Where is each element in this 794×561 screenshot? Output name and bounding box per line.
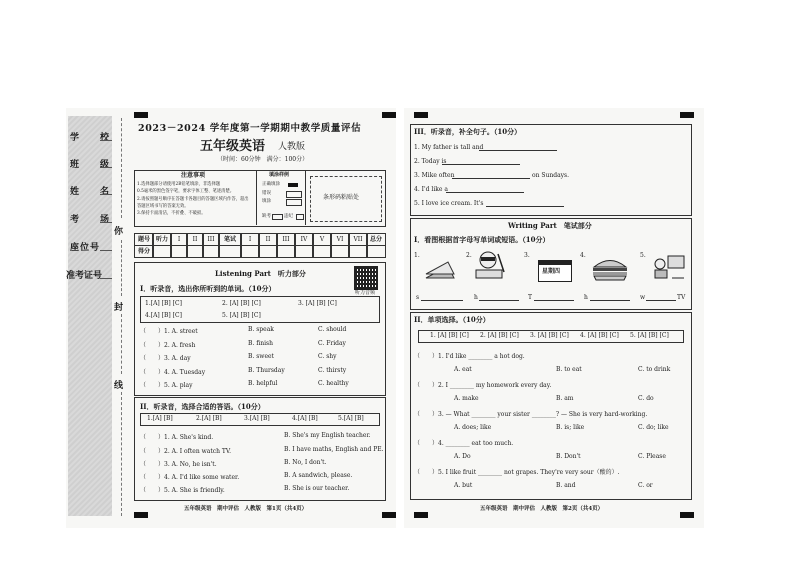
registration-mark — [382, 512, 396, 518]
answer-choice[interactable]: 1.[A] [B] — [147, 415, 173, 422]
fill-sentence: 5. I love ice cream. It's — [414, 200, 484, 207]
option-a: A. make — [454, 395, 479, 402]
picture-number: 5. — [640, 252, 646, 259]
score-input[interactable] — [218, 245, 242, 258]
answer-choice[interactable]: 4.[A] [B] — [292, 415, 318, 422]
option-b: B. A sandwich, please. — [284, 472, 353, 479]
notice-line: 答题区域书写的答案无效。 — [137, 204, 189, 209]
option-b: B. I have maths, English and PE. — [284, 446, 384, 453]
answer-choice[interactable]: 2. [A] [B] [C] — [222, 300, 261, 307]
tv-label: TV — [677, 294, 686, 301]
option-a: A. Do — [454, 453, 471, 460]
option-a: A. but — [454, 482, 473, 489]
name-field-label: 姓 名 — [70, 187, 116, 197]
score-cell: I — [170, 233, 188, 246]
answer-choice[interactable]: 1.[A] [B] [C] — [145, 300, 182, 307]
option-b: B. am — [556, 395, 574, 402]
first-letter: h — [474, 294, 478, 301]
calendar-header — [539, 261, 571, 265]
watching-tv-icon — [652, 252, 686, 282]
seat-number-field[interactable] — [100, 250, 112, 251]
score-input[interactable] — [276, 245, 296, 258]
score-cell: II — [186, 233, 204, 246]
qr-code-icon[interactable] — [354, 266, 378, 290]
picture-number: 3. — [524, 252, 530, 259]
school-field-label: 学 校 — [70, 133, 116, 143]
binding-dash-line — [121, 240, 122, 296]
listening-s2-title: II．听录音，选择合适的答语。（10分） — [140, 402, 265, 411]
answer-choice[interactable]: 4. [A] [B] [C] — [580, 332, 619, 339]
calendar-icon — [538, 260, 572, 282]
answer-choice[interactable]: 5. [A] [B] [C] — [222, 312, 261, 319]
score-cell: 得分 — [134, 245, 154, 258]
question-item: （ ）1. A. She's kind. — [140, 434, 214, 441]
binding-strip — [68, 116, 112, 516]
score-input[interactable] — [348, 245, 368, 258]
answer-choice[interactable]: 3.[A] [B] — [244, 415, 270, 422]
writing-title: Writing Part 笔试部分 — [508, 221, 592, 230]
option-b: B. speak — [248, 326, 274, 333]
class-field-label: 班 级 — [70, 160, 116, 170]
score-cell: III — [202, 233, 220, 246]
exam-number-field-label: 准考证号 — [66, 271, 103, 281]
fill-sentence: 4. I'd like a — [414, 186, 448, 193]
registration-mark — [414, 512, 428, 518]
wrong-fill-label: 错误 — [262, 191, 271, 196]
question-item: （ ）4. A. I'd like some water. — [140, 474, 240, 481]
sandwich-icon — [424, 260, 458, 282]
first-letter: h — [584, 294, 588, 301]
binding-dash-line — [121, 392, 122, 516]
option-b: B. Don't — [556, 453, 581, 460]
qr-label: 听力音频 — [355, 290, 376, 296]
score-cell: VI — [330, 233, 350, 246]
option-b: B. helpful — [248, 380, 278, 387]
answer-choice[interactable]: 2. [A] [B] [C] — [480, 332, 519, 339]
question-item: （ ）4. ________ eat too much. — [414, 440, 514, 447]
notice-line: 1.选择题部分请使用2B铅笔填涂，非选择题 — [137, 182, 221, 187]
notice-divider — [305, 171, 306, 225]
subject-title: 五年级英语 — [200, 139, 266, 154]
score-cell: 总分 — [366, 233, 386, 246]
hardworking-boy-icon — [474, 250, 506, 282]
option-a: A. does; like — [454, 424, 492, 431]
absent-box[interactable] — [272, 214, 283, 220]
option-b: B. to eat — [556, 366, 582, 373]
score-cell: III — [276, 233, 296, 246]
question-item: （ ）1. A. street — [140, 328, 198, 335]
score-cell: II — [258, 233, 278, 246]
option-c: C. do — [638, 395, 654, 402]
answer-blank[interactable] — [442, 164, 520, 165]
option-b: B. finish — [248, 340, 273, 347]
picture-number: 1. — [414, 252, 420, 259]
registration-mark — [680, 512, 694, 518]
fill-sentence: on Sundays. — [532, 172, 570, 179]
page-footer: 五年级英语 期中评估 人教版 第2页（共4页） — [480, 506, 604, 512]
listening-title: Listening Part 听力部分 — [215, 269, 306, 278]
hamburger-icon — [590, 256, 630, 282]
exam-number-field[interactable] — [100, 278, 112, 279]
option-c: C. should — [318, 326, 347, 333]
first-letter: w — [640, 294, 646, 301]
answer-blank[interactable] — [590, 300, 630, 301]
wrong-fill-label: 填涂 — [262, 199, 271, 204]
score-cell: 笔试 — [218, 233, 242, 246]
option-c: C. do; like — [638, 424, 669, 431]
answer-choice[interactable]: 3. [A] [B] [C] — [530, 332, 569, 339]
score-cell: IV — [294, 233, 314, 246]
option-b: B. sweet — [248, 353, 274, 360]
score-input[interactable] — [330, 245, 350, 258]
registration-mark — [134, 112, 148, 118]
score-input[interactable] — [294, 245, 314, 258]
question-item: （ ）5. A. play — [140, 382, 193, 389]
score-cell: I — [240, 233, 260, 246]
option-b: B. She's my English teacher. — [284, 432, 371, 439]
binding-dash-line — [121, 314, 122, 374]
answer-choice[interactable]: 4.[A] [B] [C] — [145, 312, 182, 319]
answer-blank[interactable] — [446, 192, 524, 193]
first-letter: T — [528, 294, 533, 301]
option-b: B. No, I don't. — [284, 459, 327, 466]
score-cell: V — [312, 233, 332, 246]
exam-room-field-label: 考 场 — [70, 215, 116, 225]
picture-number: 4. — [580, 252, 586, 259]
score-input[interactable] — [152, 245, 172, 258]
option-c: C. healthy — [318, 380, 349, 387]
option-b: B. and — [556, 482, 576, 489]
violation-box[interactable] — [296, 214, 304, 220]
answer-choice[interactable]: 1. [A] [B] [C] — [430, 332, 469, 339]
calendar-text: 星期四 — [542, 268, 561, 275]
question-item: （ ）4. A. Tuesday — [140, 369, 206, 376]
option-c: C. Please — [638, 453, 666, 460]
seat-number-field-label: 座位号 — [70, 243, 101, 253]
score-input[interactable] — [312, 245, 332, 258]
answer-blank[interactable] — [479, 300, 519, 301]
option-c: C. Friday — [318, 340, 346, 347]
notice-line: 0.5毫米的黑色签字笔，要求字体工整、笔迹清楚。 — [137, 189, 235, 194]
class-field[interactable] — [100, 167, 112, 168]
correct-fill-label: 正确填涂 — [262, 182, 280, 187]
barcode-label: 条形码粘贴处 — [323, 194, 360, 201]
binding-char: 线 — [114, 381, 124, 391]
fill-example-title: 填涂样例 — [269, 172, 290, 178]
answer-choice[interactable]: 5. [A] [B] [C] — [630, 332, 669, 339]
question-item: （ ）2. I ________ my homework every day. — [414, 382, 552, 389]
question-item: （ ）3. — What ________ your sister ________? — She is very hard-working. — [414, 411, 648, 418]
answer-choice[interactable]: 3. [A] [B] [C] — [298, 300, 337, 307]
school-field[interactable] — [100, 140, 112, 141]
score-cell: 听力 — [152, 233, 172, 246]
listening-s1-title: I．听录音，选出你所听到的单词。（10分） — [140, 284, 276, 293]
name-field[interactable] — [100, 194, 112, 195]
fill-sentence: 3. Mike often — [414, 172, 455, 179]
option-c: C. or — [638, 482, 653, 489]
question-item: （ ）5. I like fruit ________ not grapes. They're very sour（酸的）. — [414, 469, 620, 476]
option-b: B. Thursday — [248, 367, 285, 374]
notice-line: 3.保持卡面清洁，不折叠、不破损。 — [137, 211, 206, 216]
exam-room-field[interactable] — [100, 222, 112, 223]
section-3-title: III．听录音，补全句子。（10分） — [414, 127, 522, 136]
question-item: （ ）5. A. She is friendly. — [140, 487, 225, 494]
notice-line: 2.请按照题号顺序在答题卡各题目的答题区域内作答，超出 — [137, 197, 249, 202]
exam-title: 2023－2024 学年度第一学期期中教学质量评估 — [138, 123, 362, 134]
violation-label: 违纪 — [284, 214, 293, 219]
wrong-fill-sample — [286, 199, 302, 206]
option-c: C. thirsty — [318, 367, 347, 374]
registration-mark — [382, 112, 396, 118]
question-item: （ ）3. A. No, he isn't. — [140, 461, 217, 468]
score-cell: VII — [348, 233, 368, 246]
answer-blank[interactable] — [421, 300, 463, 301]
binding-char: 你 — [114, 227, 124, 237]
question-item: （ ）3. A. day — [140, 355, 191, 362]
answer-blank[interactable] — [646, 300, 676, 301]
registration-mark — [680, 112, 694, 118]
absent-label: 缺考 — [262, 214, 271, 219]
score-input[interactable] — [258, 245, 278, 258]
notice-divider — [256, 171, 257, 225]
option-b: B. is; like — [556, 424, 585, 431]
option-c: C. to drink — [638, 366, 671, 373]
question-item: （ ）1. I'd like ________ a hot dog. — [414, 353, 525, 360]
score-input[interactable] — [366, 245, 386, 258]
answer-blank[interactable] — [486, 206, 564, 207]
registration-mark — [414, 112, 428, 118]
choice-title: II．单项选择。（10分） — [414, 315, 490, 324]
first-letter: s — [416, 294, 420, 301]
registration-mark — [134, 512, 148, 518]
notice-title: 注意事项 — [181, 172, 206, 179]
option-c: C. shy — [318, 353, 337, 360]
binding-char: 封 — [114, 303, 124, 313]
answer-choice[interactable]: 5.[A] [B] — [338, 415, 364, 422]
score-input[interactable] — [240, 245, 260, 258]
page-footer: 五年级英语 期中评估 人教版 第1页（共4页） — [184, 506, 308, 512]
correct-fill-sample — [288, 183, 298, 187]
wrong-fill-sample — [286, 191, 302, 198]
answer-choice[interactable]: 2.[A] [B] — [196, 415, 222, 422]
fill-sentence: 1. My father is tall and — [414, 144, 484, 151]
question-item: （ ）2. A. I often watch TV. — [140, 448, 232, 455]
option-a: A. eat — [454, 366, 472, 373]
edition-label: 人教版 — [278, 142, 306, 152]
time-score-label: （时间：60分钟 满分：100分） — [217, 156, 309, 163]
writing-s1-title: I．看图根据首字母写单词或短语。（10分） — [414, 235, 550, 244]
binding-dash-line — [121, 118, 122, 218]
score-cell: 题号 — [134, 233, 154, 246]
answer-blank[interactable] — [452, 178, 530, 179]
question-item: （ ）2. A. fresh — [140, 342, 196, 349]
answer-blank[interactable] — [479, 150, 557, 151]
option-b: B. She is our teacher. — [284, 485, 350, 492]
answer-blank[interactable] — [534, 300, 574, 301]
fill-sentence: 2. Today is — [414, 158, 447, 165]
picture-number: 2. — [466, 252, 472, 259]
